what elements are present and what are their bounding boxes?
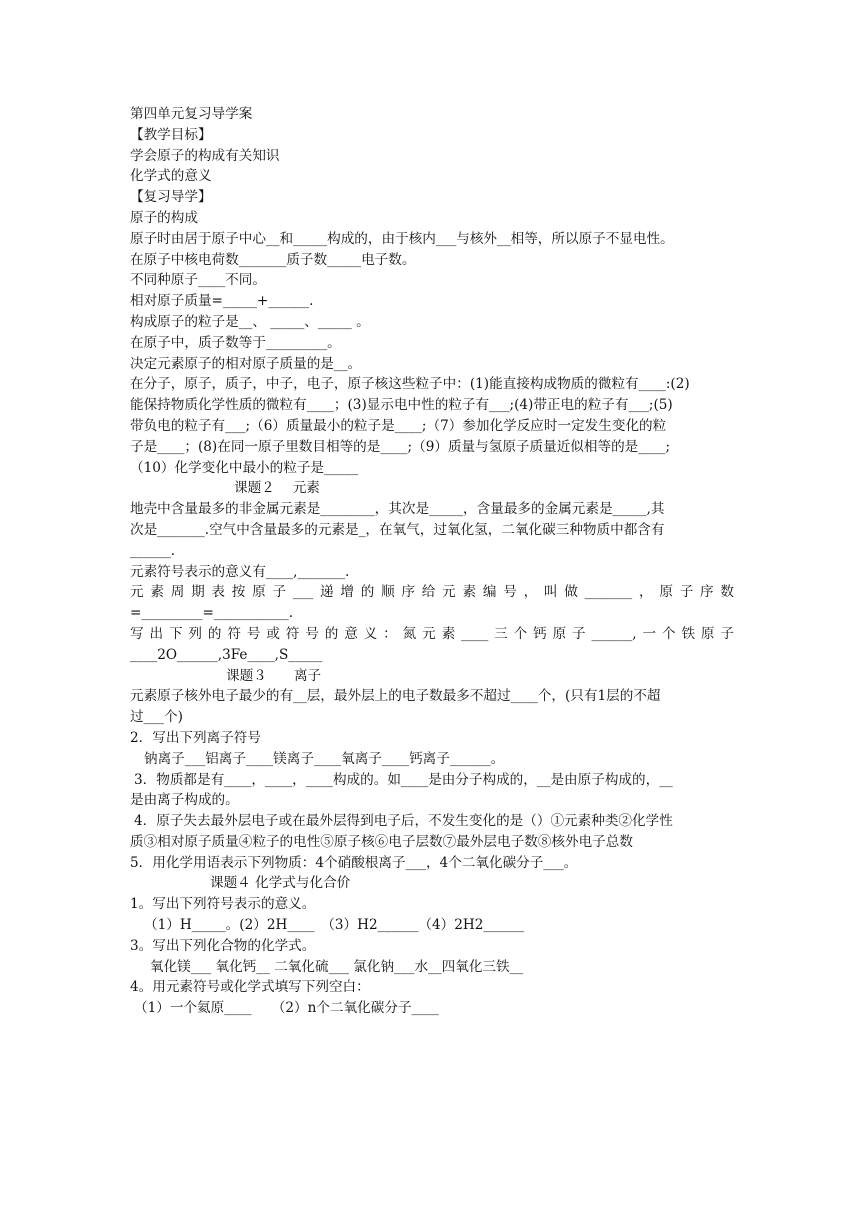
exercise-line: 决定元素原子的相对原子质量的是__。 xyxy=(130,355,362,372)
exercise-line: 在分子，原子，质子，中子，电子，原子核这些粒子中：(1)能直接构成物质的微粒有____:(2) xyxy=(130,376,690,393)
exercise-line: 子是____；(8)在同一原子里数目相等的是____;（9）质量与氢原子质量近似相等的是____; xyxy=(130,438,671,455)
exercise-line: 在原子中，质子数等于_________。 xyxy=(130,334,341,351)
document-title: 第四单元复习导学案 xyxy=(130,106,253,122)
lesson-heading-formulas: 课题４ 化学式与化合价 xyxy=(210,875,351,892)
objective-item: 化学式的意义 xyxy=(130,168,212,185)
exercise-line: ______. xyxy=(130,542,176,559)
exercise-line: 3。写出下列化合物的化学式。 xyxy=(130,937,316,954)
exercise-line: 带负电的粒子有___;（6）质量最小的粒子是____;（7）参加化学反应时一定发生变化的粒 xyxy=(130,417,667,434)
exercise-line: 过___个) xyxy=(130,709,183,726)
exercise-line: 3．物质都是有____，____，____构成的。如____是由分子构成的，__是由原子构成的，__ xyxy=(134,771,673,788)
exercise-line: 次是_______.空气中含量最多的元素是_，在氧气，过氧化氢，二氧化碳三种物质中都含有 xyxy=(130,521,665,538)
lesson-heading-elements: 课题２ 元素 xyxy=(234,480,320,497)
exercise-line: 相对原子质量=_____+______. xyxy=(130,293,314,310)
exercise-line: 写出下列的符号或符号的意义：氮元素____三个钙原子______,一个铁原子 xyxy=(130,625,734,642)
lesson-heading-ions: 课题３ 离子 xyxy=(226,667,322,684)
exercise-line: 质③相对原子质量④粒子的电性⑤原子核⑥电子层数⑦最外层电子数⑧核外电子总数 xyxy=(130,833,633,850)
exercise-line: （10）化学变化中最小的粒子是_____ xyxy=(130,459,358,476)
exercise-line: 是由离子构成的。 xyxy=(130,792,239,809)
document-page xyxy=(130,104,734,1019)
section-heading-objectives: 【教学目标】 xyxy=(130,126,212,143)
topic-heading-atom-structure: 原子的构成 xyxy=(130,209,198,226)
exercise-line: 能保持物质化学性质的微粒有____；(3)显示电中性的粒子有___;(4)带正电的粒子有___;(5) xyxy=(130,397,673,414)
exercise-line: 1。写出下列符号表示的意义。 xyxy=(130,896,316,913)
exercise-line: 元素原子核外电子最少的有__层，最外层上的电子数最多不超过____个，(只有1层的不超 xyxy=(130,688,661,705)
exercise-line: 2．写出下列离子符号 xyxy=(130,729,261,746)
exercise-line: =_________=___________. xyxy=(130,605,294,622)
exercise-line: 氧化镁___ 氧化钙__ 二氧化硫___ 氯化钠___水__四氧化三铁__ xyxy=(150,958,524,975)
exercise-line: 钠离子___铝离子____镁离子____氧离子____钙离子______。 xyxy=(144,750,505,767)
exercise-line: 在原子中核电荷数_______质子数_____电子数。 xyxy=(130,251,416,268)
objective-item: 学会原子的构成有关知识 xyxy=(130,147,280,164)
section-heading-review: 【复习导学】 xyxy=(130,189,212,206)
exercise-line: 地壳中含量最多的非金属元素是________，其次是_____，含量最多的金属元素是_____,其 xyxy=(130,501,665,518)
exercise-line: 不同种原子____不同。 xyxy=(130,272,266,289)
exercise-line: 4。用元素符号或化学式填写下列空白： xyxy=(130,979,370,996)
exercise-line: （1）一个氦原____ （2）n个二氧化碳分子____ xyxy=(134,1000,439,1017)
exercise-line: 原子时由居于原子中心__和_____构成的，由于核内___与核外__相等，所以原子不显电性。 xyxy=(130,230,674,247)
exercise-line: 5．用化学用语表示下列物质：4个硝酸根离子___，4个二氧化碳分子___。 xyxy=(130,854,578,871)
exercise-line: 构成原子的粒子是__、 _____、_____ 。 xyxy=(130,313,370,330)
exercise-line: 元素周期表按原子___递增的顺序给元素编号，叫做_______，原子序数 xyxy=(130,584,734,601)
exercise-line: ____2O______,3Fe____,S_____ xyxy=(130,646,323,663)
exercise-line: （1）H_____。(2）2H____ （3）H2______（4）2H2______ xyxy=(144,917,525,934)
exercise-line: 4．原子失去最外层电子或在最外层得到电子后，不发生变化的是（）①元素种类②化学性 xyxy=(134,813,673,830)
exercise-line: 元素符号表示的意义有____,_______. xyxy=(130,563,350,580)
